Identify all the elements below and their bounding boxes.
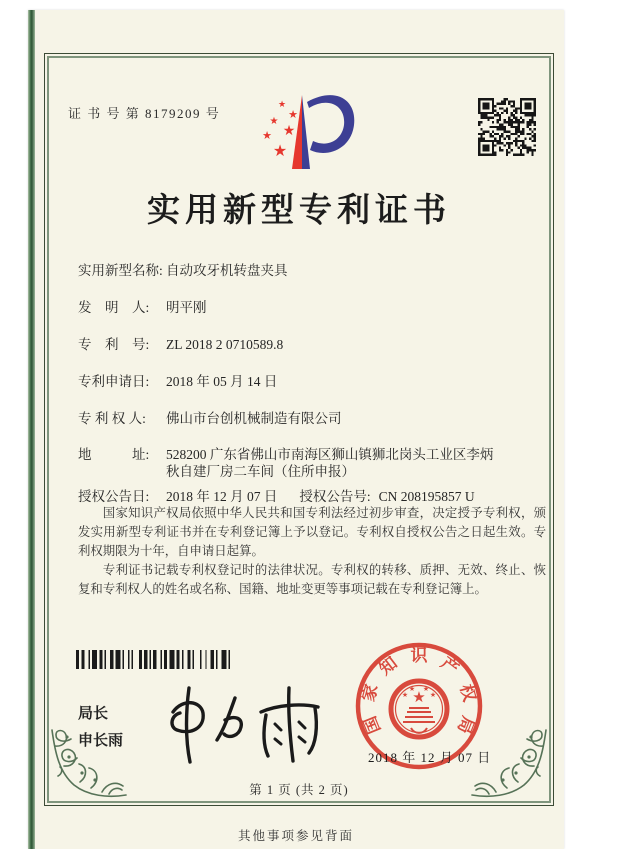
seal-char: 知 — [375, 653, 401, 679]
field-row — [78, 372, 550, 391]
seal-date: 2018 年 12 月 07 日 — [368, 750, 492, 765]
field-label: 授权公告日: — [78, 489, 150, 504]
field-row — [78, 261, 550, 280]
seal-char: 国 — [360, 713, 385, 737]
svg-text:★: ★ — [429, 691, 437, 699]
director-title: 局长 — [78, 705, 109, 722]
field-value: 自动攻牙机转盘夹具 — [166, 263, 288, 278]
svg-text:★: ★ — [262, 129, 272, 142]
legal-paragraph: 国家知识产权局依照中华人民共和国专利法经过初步审查，决定授予专利权，颁发实用新型专利证书并在专利登记簿上予以登记。专利权自授权公告之日起生效。专利权期限为十年，自申请日起算。 — [78, 506, 546, 558]
field-value: 佛山市台创机械制造有限公司 — [166, 411, 342, 426]
field-value: CN 208195857 U — [378, 489, 475, 504]
field-label: 专利申请日: — [78, 374, 150, 389]
svg-text:★: ★ — [401, 691, 409, 699]
qr-code-icon — [478, 98, 536, 156]
field-value: ZL 2018 2 0710589.8 — [166, 337, 284, 352]
svg-text:★: ★ — [282, 123, 296, 139]
binding-edge — [28, 10, 35, 849]
field-label: 发 明 人: — [78, 300, 150, 315]
page-number: 第 1 页 (共 2 页) — [249, 783, 349, 797]
legal-text — [78, 504, 546, 599]
barcode-icon — [76, 650, 234, 669]
field-value: 2018 年 12 月 07 日 — [166, 489, 278, 504]
seal-char: 识 — [410, 646, 428, 665]
certificate-number: 证 书 号 第 8179209 号 — [68, 106, 221, 121]
director-name: 申长雨 — [78, 732, 124, 749]
field-value: 2018 年 05 月 14 日 — [166, 374, 278, 389]
field-value: 明平刚 — [166, 300, 207, 315]
seal-char: 局 — [453, 713, 478, 737]
svg-text:★: ★ — [277, 100, 287, 110]
director-signature-icon — [163, 682, 338, 770]
certificate-title: 实用新型专利证书 — [147, 193, 451, 229]
legal-paragraph: 专利证书记载专利权登记时的法律状况。专利权的转移、质押、无效、终止、恢复和专利权人的姓名或名称、国籍、地址变更等事项记载在专利登记簿上。 — [78, 563, 546, 596]
svg-text:★: ★ — [412, 688, 426, 706]
cnipa-logo-icon — [256, 86, 368, 188]
field-row — [78, 298, 550, 317]
field-row — [78, 409, 550, 428]
svg-text:★: ★ — [288, 108, 298, 121]
seal-char: 权 — [456, 682, 480, 704]
field-row — [78, 335, 550, 354]
certificate-page — [28, 10, 564, 849]
field-label: 实用新型名称: — [78, 263, 163, 278]
svg-text:★: ★ — [272, 141, 288, 160]
director-block — [78, 700, 123, 754]
svg-text:★: ★ — [408, 685, 416, 693]
svg-text:★: ★ — [422, 685, 430, 693]
seal-char: 家 — [358, 682, 382, 704]
field-value: 528200 广东省佛山市南海区狮山镇狮北岗头工业区李炳秋自建厂房二车间（住所申报） — [166, 447, 494, 479]
field-list — [78, 261, 550, 506]
field-label: 专 利 权 人: — [78, 411, 146, 426]
back-side-note: 其他事项参见背面 — [237, 829, 354, 843]
seal-char: 产 — [437, 653, 463, 679]
field-label: 专 利 号: — [78, 337, 150, 352]
field-row-address — [78, 446, 550, 480]
field-label: 地 址: — [78, 447, 150, 462]
svg-text:★: ★ — [269, 116, 279, 127]
field-label: 授权公告号: — [299, 489, 371, 504]
national-emblem — [391, 681, 447, 737]
